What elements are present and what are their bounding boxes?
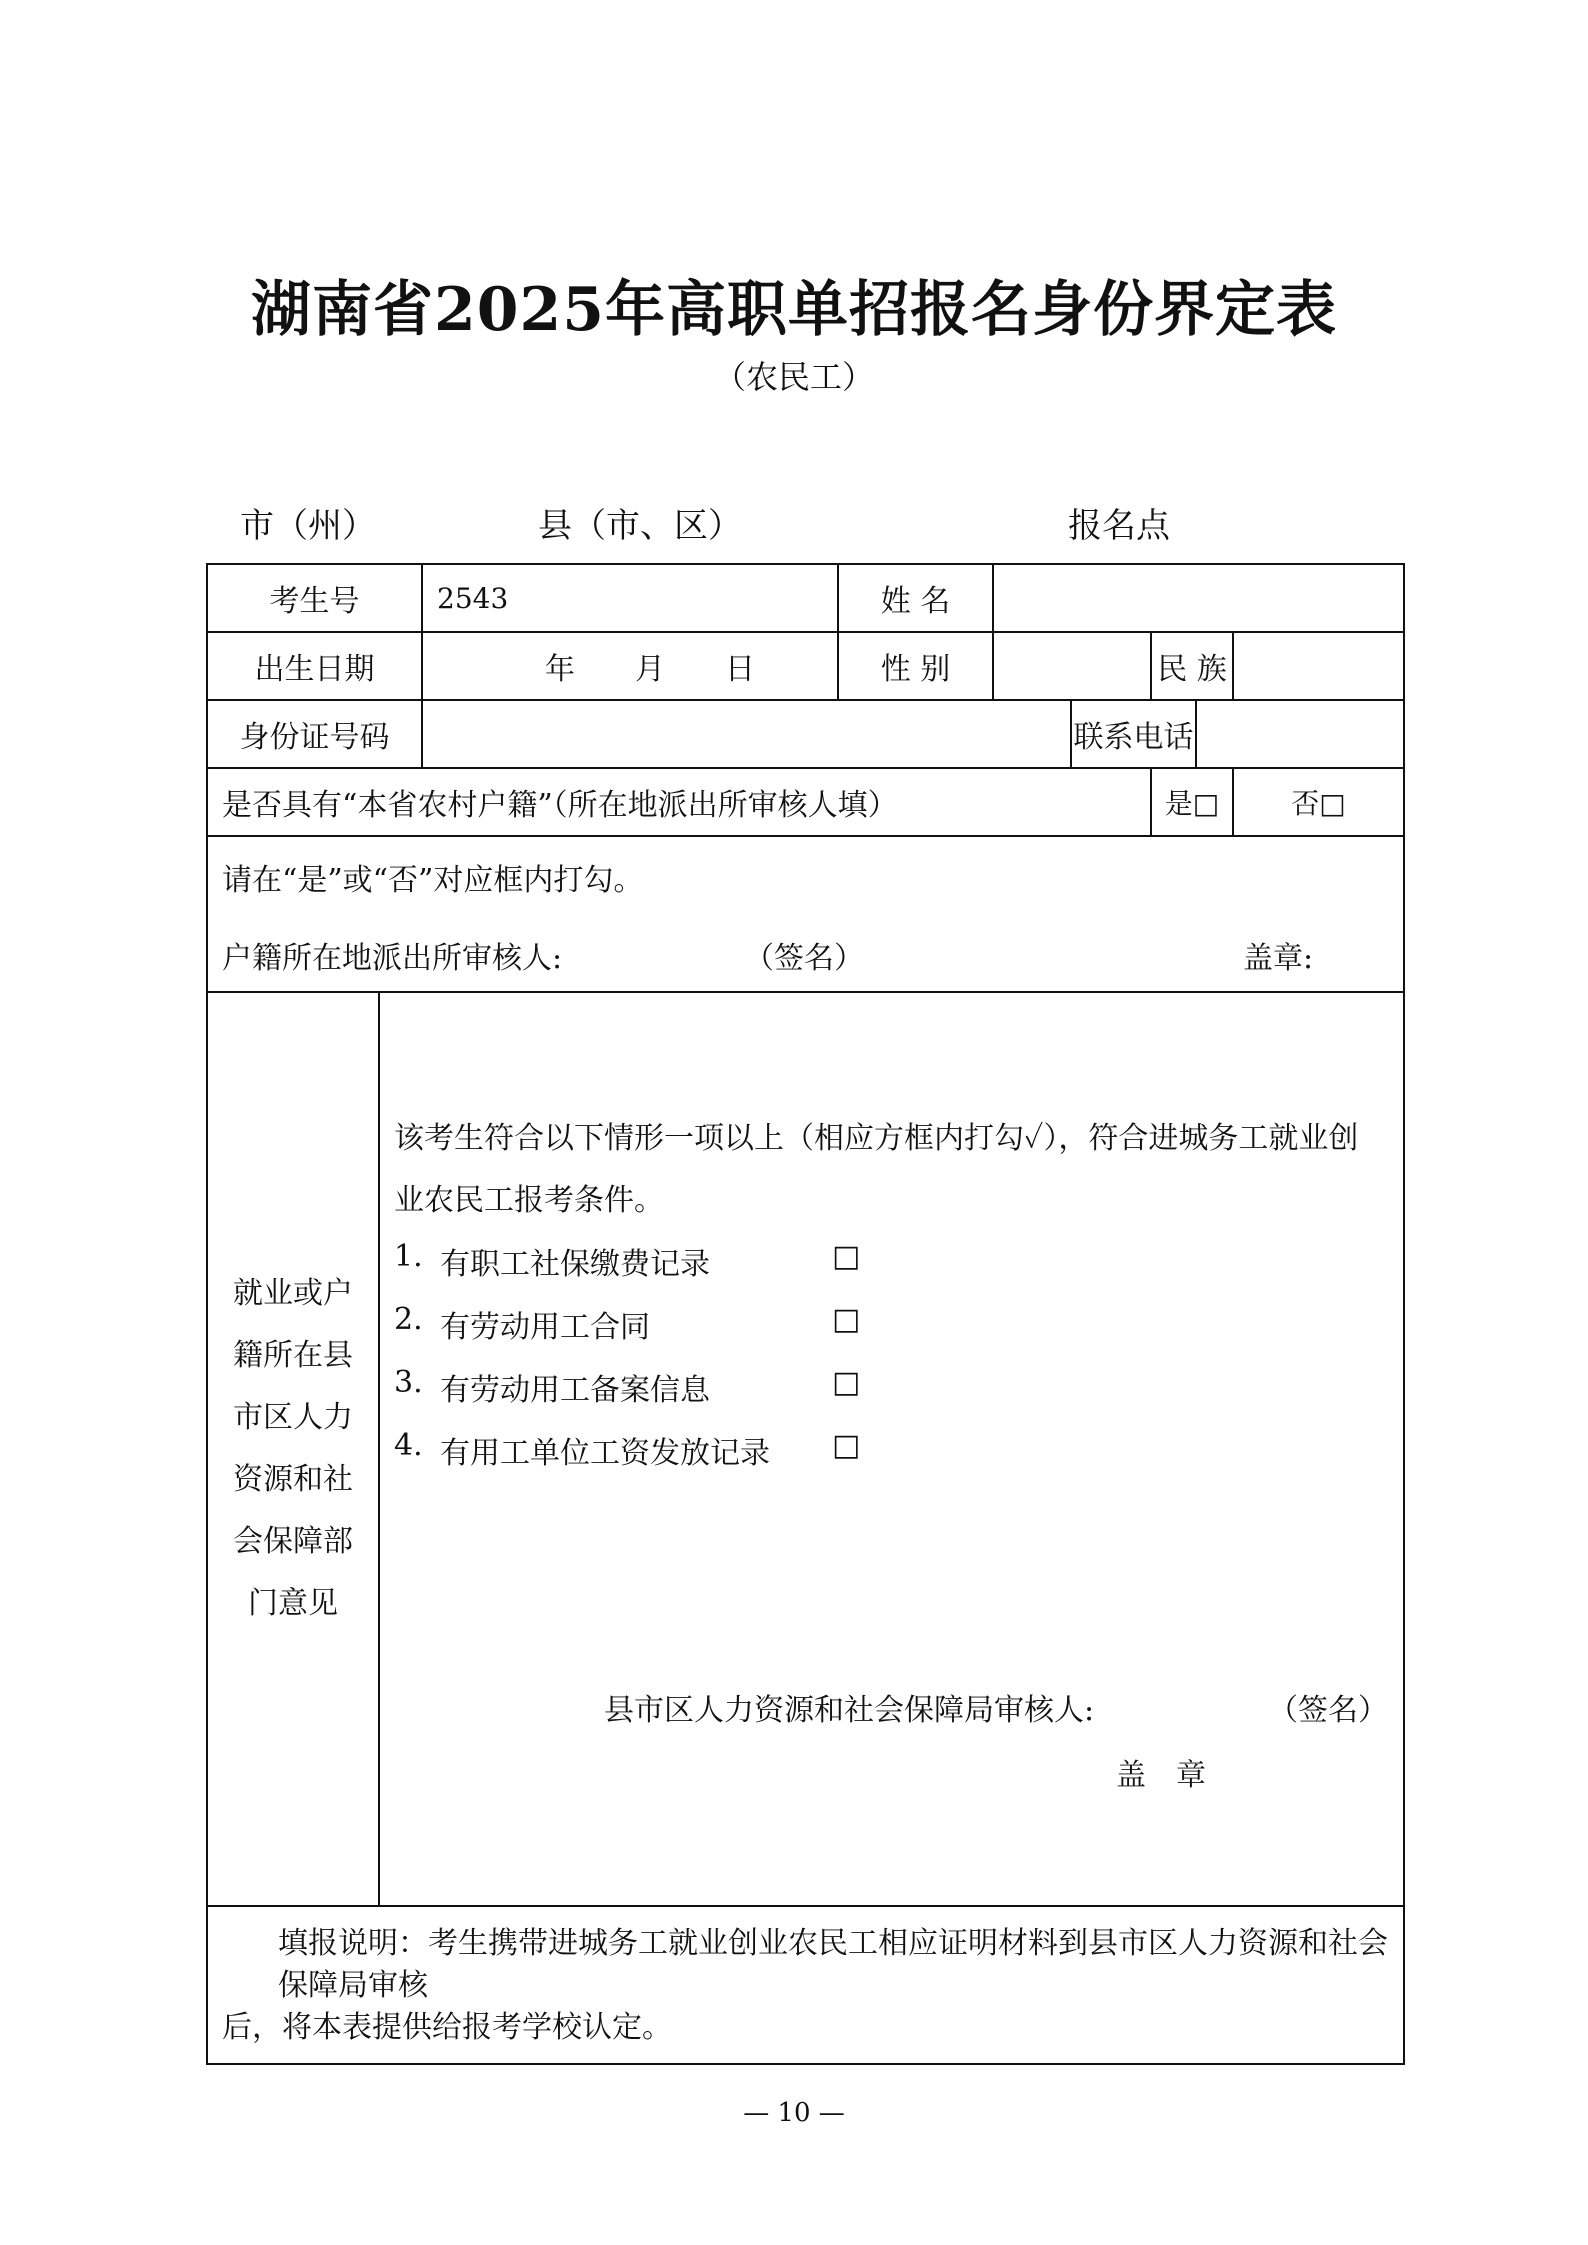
registration-site-label: 报名点 [1068,506,1170,546]
police-reviewer-label: 户籍所在地派出所审核人: [222,941,563,976]
city-label: 市（州） [240,506,376,546]
identity-form-table [206,563,1405,2065]
filling-note [207,1906,1404,2064]
hr-dept-label-line: 门意见 [248,1586,338,1621]
police-signature-label: （签名） [744,941,864,976]
page-subtitle: （农民工） [713,358,874,396]
hukou-yes-checkbox[interactable]: 是□ [1151,768,1233,836]
condition-checkbox[interactable]: □ [832,1302,861,1337]
condition-checkbox[interactable]: □ [832,1365,861,1400]
hr-dept-label-line: 资源和社 [233,1462,353,1497]
hr-intro-line2: 业农民工报考条件。 [394,1183,664,1218]
condition-text: 有劳动用工合同 [440,1310,650,1345]
ethnicity-label: 民 族 [1151,632,1233,700]
hr-reviewer-label: 县市区人力资源和社会保障局审核人: [604,1693,1095,1728]
gender-field[interactable] [993,632,1151,700]
page-title: 湖南省2025年高职单招报名身份界定表 [251,275,1337,345]
tick-instruction: 请在“是”或“否”对应框内打勾。 [222,863,644,898]
row-hukou [207,768,1404,836]
hukou-question: 是否具有“本省农村户籍”（所在地派出所审核人填） [207,768,1151,836]
exam-no-field[interactable]: 2543 [422,564,838,632]
hr-seal-label: 盖 章 [1116,1758,1206,1793]
filling-note-line2: 后，将本表提供给报考学校认定。 [222,2010,672,2045]
ethnicity-field[interactable] [1233,632,1404,700]
id-number-label: 身份证号码 [207,700,422,768]
hr-signature-label: （签名） [1268,1693,1388,1728]
gender-label: 性 别 [838,632,993,700]
birth-date-label: 出生日期 [207,632,422,700]
condition-text: 有职工社保缴费记录 [440,1247,710,1282]
row-birth [207,632,1404,700]
id-number-field[interactable] [422,700,1071,768]
condition-checkbox[interactable]: □ [832,1239,861,1274]
phone-label: 联系电话 [1071,700,1196,768]
hr-intro-line1: 该考生符合以下情形一项以上（相应方框内打勾✓），符合进城务工就业创 [394,1121,1359,1156]
row-police-review [207,836,1404,992]
hr-opinion-cell [379,992,1404,1906]
hr-dept-label-line: 籍所在县 [233,1338,353,1373]
condition-checkbox[interactable]: □ [832,1428,861,1463]
row-id [207,700,1404,768]
condition-text: 有用工单位工资发放记录 [440,1436,770,1471]
row-hr-opinion [207,992,1404,1906]
page-number: — 10 — [743,2098,845,2128]
exam-no-label: 考生号 [207,564,422,632]
police-review-cell [207,836,1404,992]
name-field[interactable] [993,564,1404,632]
birth-date-field[interactable]: 年 月 日 [422,632,838,700]
hr-dept-label-line: 会保障部 [233,1524,353,1559]
county-label: 县（市、区） [538,506,742,546]
condition-text: 有劳动用工备案信息 [440,1373,710,1408]
hr-dept-label-line: 就业或户 [233,1276,353,1311]
phone-field[interactable] [1196,700,1404,768]
condition-number: 3. [394,1365,423,1400]
row-exam-no [207,564,1404,632]
police-seal-label: 盖章: [1243,941,1314,976]
row-filling-note [207,1906,1404,2064]
hr-dept-label-line: 市区人力 [233,1400,353,1435]
hukou-no-checkbox[interactable]: 否□ [1233,768,1404,836]
condition-number: 4. [394,1428,423,1463]
filling-note-line1: 填报说明：考生携带进城务工就业创业农民工相应证明材料到县市区人力资源和社会保障局审核 [278,1926,1388,2003]
name-label: 姓 名 [838,564,993,632]
condition-number: 2. [394,1302,423,1337]
condition-number: 1. [394,1239,423,1274]
hr-dept-label [207,992,379,1906]
